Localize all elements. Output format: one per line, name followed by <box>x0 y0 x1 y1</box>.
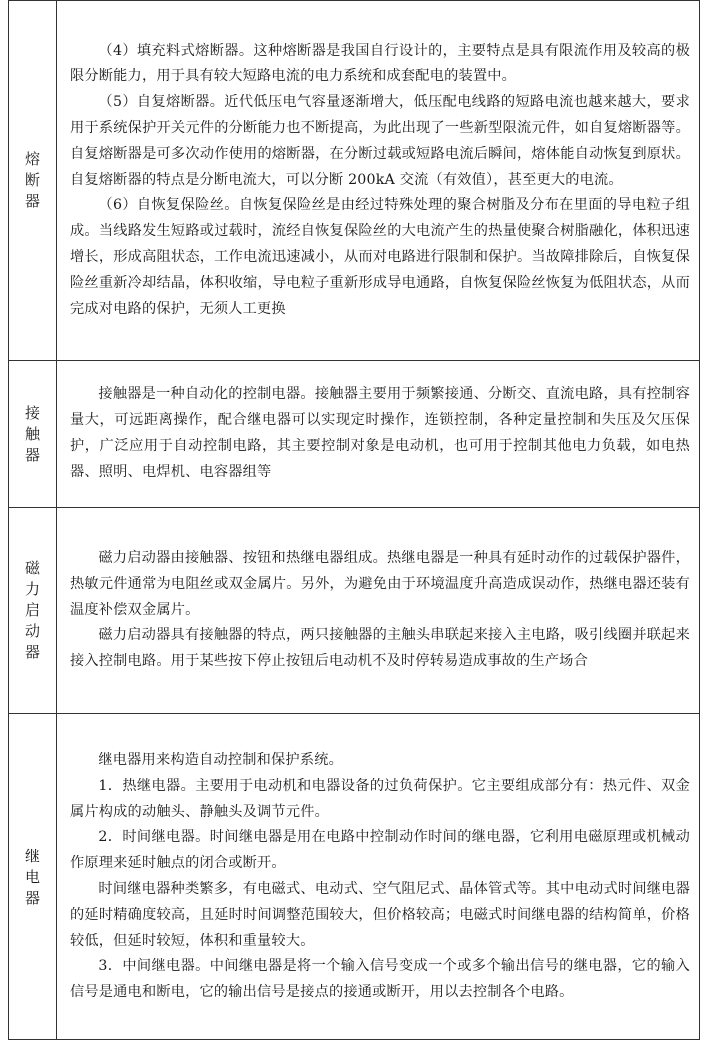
paragraph: 时间继电器种类繁多，有电磁式、电动式、空气阻尼式、晶体管式等。其中电动式时间继电器的延时精确度较高，且延时时间调整范围较大，但价格较高；电磁式时间继电器的结构简单，价格较低，但延时较短，体积和重量较大。 <box>70 881 690 949</box>
row-label-cell <box>9 1 57 360</box>
row-content-cell <box>57 361 699 507</box>
row-label: 继电器 <box>24 846 40 907</box>
paragraph: 2．时间继电器。时间继电器是用在电路中控制动作时间的继电器，它利用电磁原理或机械动作原理来延时触点的闭合或断开。 <box>70 829 690 872</box>
paragraph: 磁力启动器具有接触器的特点，两只接触器的主触头串联起来接入主电路，吸引线圈并联起来接入控制电路。用于某些按下停止按钮后电动机不及时停转易造成事故的生产场合 <box>70 627 690 670</box>
row-label-cell <box>9 361 57 507</box>
paragraph: 1．热继电器。主要用于电动机和电器设备的过负荷保护。它主要组成部分有：热元件、双金属片构成的动触头、静触头及调节元件。 <box>70 777 690 820</box>
table-row-contactor <box>9 360 699 507</box>
paragraph: 接触器是一种自动化的控制电器。接触器主要用于频繁接通、分断交、直流电路，具有控制容量大，可远距离操作，配合继电器可以实现定时操作，连锁控制，各种定量控制和失压及欠压保护，广泛应用于自动控制电路，其主要控制对象是电动机，也可用于控制其他电力负载，如电热器、照明、电焊机、电容器组等 <box>70 386 690 480</box>
paragraph: 继电器用来构造自动控制和保护系统。 <box>98 752 343 769</box>
row-label-cell <box>9 714 57 1040</box>
paragraph: 3．中间继电器。中间继电器是将一个输入信号变成一个或多个输出信号的继电器，它的输入信号是通电和断电，它的输出信号是接点的接通或断开，用以去控制各个电路。 <box>70 958 690 1001</box>
row-label: 接触器 <box>24 403 40 464</box>
device-table <box>8 0 700 1040</box>
paragraph: 磁力启动器由接触器、按钮和热继电器组成。热继电器是一种具有延时动作的过载保护器件，热敏元件通常为电阻丝或双金属片。另外，为避免由于环境温度升高造成误动作，热继电器还装有温度补偿双金属片。 <box>70 550 690 618</box>
table-row-fuse <box>9 0 699 360</box>
row-label-cell <box>9 508 57 713</box>
row-label: 熔断器 <box>24 150 40 210</box>
paragraph: （5）自复熔断器。近代低压电气容量逐渐增大，低压配电线路的短路电流也越来越大，要求用于系统保护开关元件的分断能力也不断提高，为此出现了一些新型限流元件，如自复熔断器等。自复熔断器是可多次动作使用的熔断器，在分断过载或短路电流后瞬间，熔体能自动恢复到原状。自复熔断器的特点是分断电流大，可以分断 200kA 交流（有效值），甚至更大的电流。 <box>70 94 690 188</box>
table-row-magnetic-starter <box>9 507 699 713</box>
row-content-cell <box>57 508 699 713</box>
paragraph: （4）填充料式熔断器。这种熔断器是我国自行设计的，主要特点是具有限流作用及较高的极限分断能力，用于具有较大短路电流的电力系统和成套配电的装置中。 <box>70 42 690 85</box>
row-content-cell <box>57 714 699 1040</box>
paragraph: （6）自恢复保险丝。自恢复保险丝是由经过特殊处理的聚合树脂及分布在里面的导电粒子组成。当线路发生短路或过载时，流经自恢复保险丝的大电流产生的热量使聚合树脂融化，体积迅速增长，形成高阻状态，工作电流迅速减小，从而对电路进行限制和保护。当故障排除后，自恢复保险丝重新冷却结晶，体积收缩，导电粒子重新形成导电通路，自恢复保险丝恢复为低阻状态，从而完成对电路的保护，无须人工更换 <box>70 197 690 317</box>
row-content-cell <box>57 1 699 360</box>
table-row-relay <box>9 713 699 1040</box>
row-label: 磁力启动器 <box>24 559 40 661</box>
